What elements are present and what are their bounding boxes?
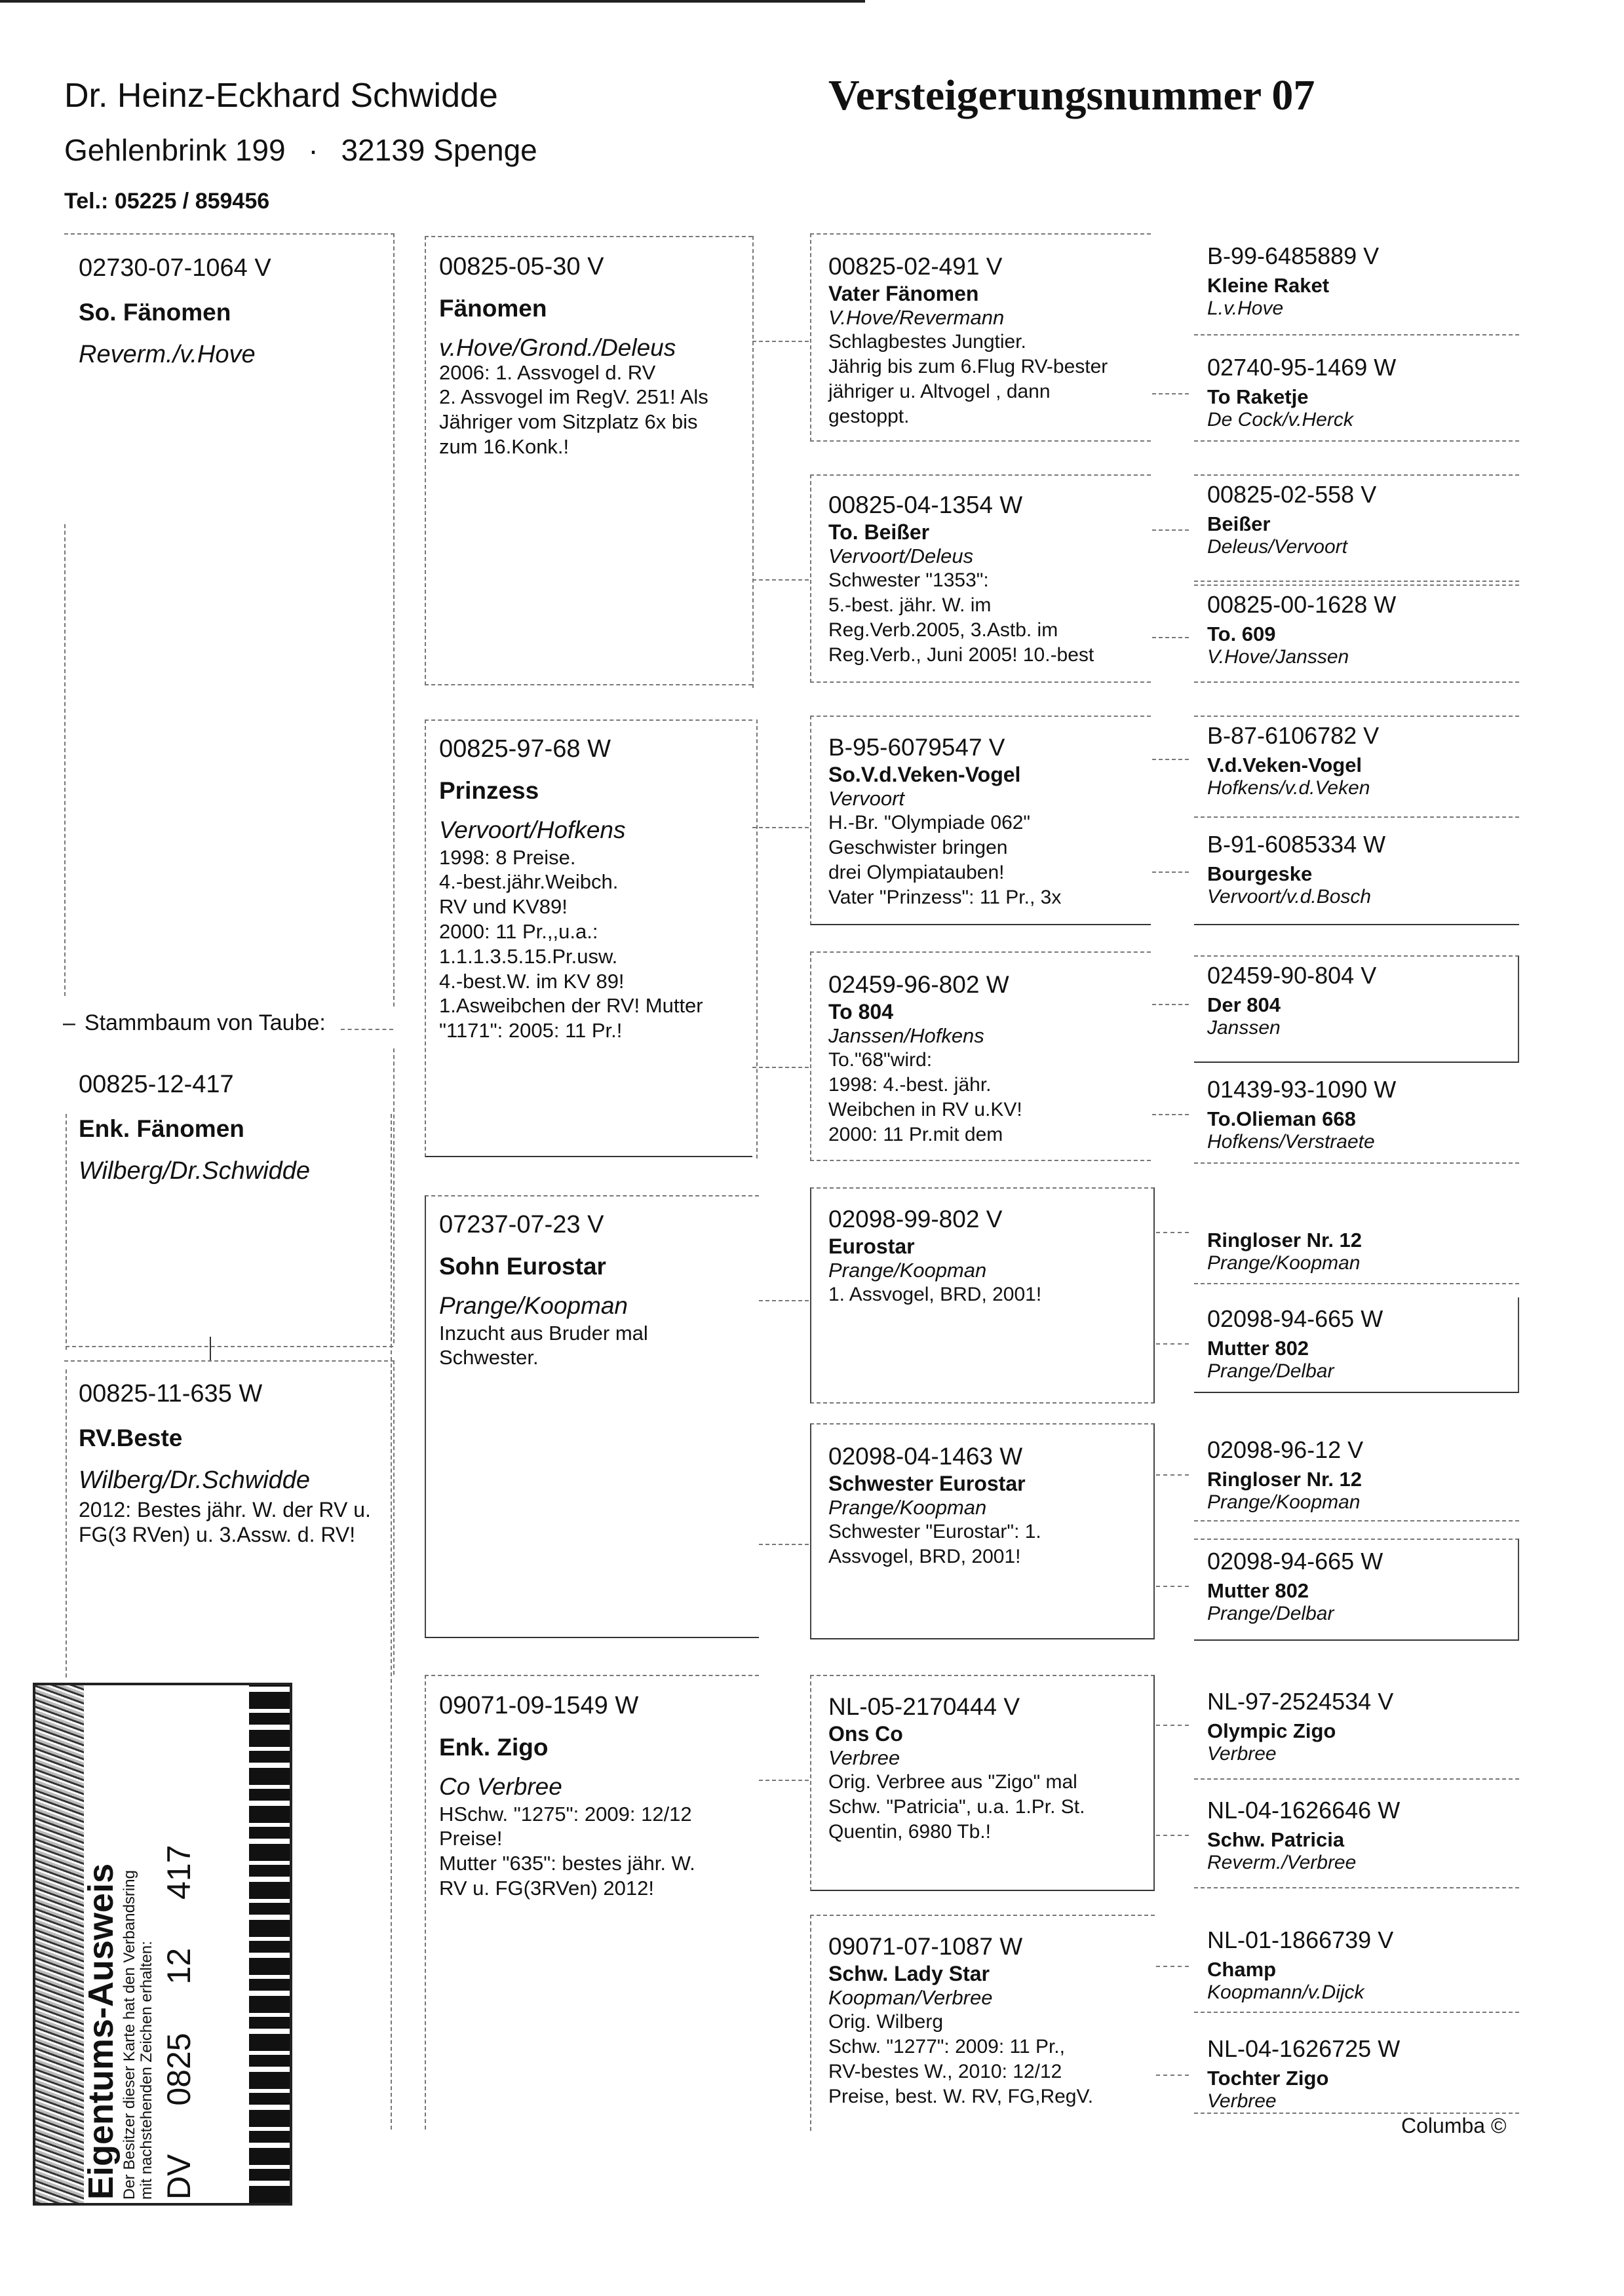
gen4-box-11 (1194, 1432, 1519, 1521)
breeder: L.v.Hove (1207, 297, 1284, 320)
connector (752, 579, 809, 581)
pigeon-info: To."68"wird: 1998: 4.-best. jähr. Weibchen in RV u.KV! 2000: 11 Pr.mit dem (828, 1048, 1022, 1145)
breeder: Wilberg/Dr.Schwidde (79, 1466, 311, 1494)
connector (1156, 2075, 1189, 2076)
ring-number: 09071-09-1549 W (439, 1692, 639, 1719)
breeder: V.Hove/Revermann (828, 306, 1005, 330)
breeder: Hofkens/v.d.Veken (1207, 777, 1370, 799)
pigeon-name: Beißer (1207, 512, 1271, 535)
gen3-box-2 (810, 474, 1151, 683)
breeder: Janssen (1207, 1017, 1281, 1039)
pigeon-info: 2012: Bestes jähr. W. der RV u. FG(3 RVen) u. 3.Assw. d. RV! (79, 1497, 371, 1546)
ring-number: B-87-6106782 V (1207, 722, 1380, 749)
connector (759, 1544, 809, 1545)
breeder: Verbree (828, 1746, 900, 1770)
connector (1152, 393, 1189, 394)
breeder: Janssen/Hofkens (828, 1024, 984, 1048)
dam-box (64, 1360, 395, 1675)
pigeon-name: Ons Co (828, 1722, 903, 1746)
ring-number: 02098-94-665 W (1207, 1305, 1383, 1332)
pigeon-info: Orig. Wilberg Schw. "1277": 2009: 11 Pr., RV-bestes W., 2010: 12/12 Preise, best. W. RV, FG,RegV. (828, 2010, 1094, 2107)
gen4-box-2 (1194, 350, 1519, 442)
breeder: Co Verbree (439, 1772, 562, 1800)
card-title: Eigentums-Ausweis (81, 1863, 121, 2200)
ring-number: 00825-00-1628 W (1207, 591, 1397, 618)
pigeon-info: HSchw. "1275": 2009: 12/12 Preise! Mutter "635": bestes jähr. W. RV u. FG(3RVen) 2012! (439, 1802, 695, 1900)
breeder: Vervoort (828, 787, 905, 811)
breeder: Hofkens/Verstraete (1207, 1131, 1375, 1153)
connector (1156, 1586, 1189, 1587)
gen2-box-4 (425, 1675, 759, 2130)
breeder: Deleus/Vervoort (1207, 536, 1347, 558)
card-number: 417 (160, 1845, 197, 1900)
ring-number: 02740-95-1469 W (1207, 354, 1397, 381)
ring-number: 00825-97-68 W (439, 735, 611, 763)
connector (752, 1067, 809, 1068)
breeder: Prange/Koopman (1207, 1252, 1361, 1274)
breeder: Reverm./v.Hove (79, 340, 256, 368)
gen4-box-6 (1194, 827, 1519, 925)
pigeon-name: Schw. Patricia (1207, 1828, 1345, 1851)
connector (759, 1300, 809, 1301)
card-club: 0825 (160, 2033, 197, 2106)
connector (1156, 1966, 1189, 1967)
ring-number: 02459-96-802 W (828, 971, 1009, 998)
gen4-box-1 (1194, 237, 1519, 335)
ring-number: 02098-96-12 V (1207, 1436, 1364, 1463)
connector (1156, 1835, 1189, 1836)
card-line-1: Der Besitzer dieser Karte hat den Verbandsring (121, 1870, 138, 2200)
subject-connector (210, 1337, 211, 1360)
connector (1152, 871, 1189, 873)
ring-number: NL-01-1866739 V (1207, 1926, 1394, 1953)
pigeon-name: Mutter 802 (1207, 1337, 1309, 1360)
gen3-box-8 (810, 1915, 1155, 2131)
pigeon-name: Prinzess (439, 776, 539, 804)
pigeon-info: Orig. Verbree aus "Zigo" mal Schw. "Patricia", u.a. 1.Pr. St. Quentin, 6980 Tb.! (828, 1770, 1085, 1843)
address-separator: · (308, 133, 319, 167)
ring-number: B-91-6085334 W (1207, 831, 1386, 858)
breeder: Vervoort/v.d.Bosch (1207, 886, 1372, 908)
connector (1152, 1114, 1189, 1115)
gen3-box-5 (810, 1187, 1155, 1404)
card-border-pattern (249, 1685, 290, 2203)
card-dv: DV (160, 2154, 197, 2200)
pigeon-name: Ringloser Nr. 12 (1207, 1468, 1363, 1491)
pigeon-name: Tochter Zigo (1207, 2067, 1329, 2090)
gen4-box-3 (1194, 474, 1519, 582)
dam-left-line (66, 1369, 67, 1677)
subject-left-line (66, 1114, 67, 1350)
ring-number: 00825-05-30 V (439, 253, 604, 280)
pigeon-name: To. 609 (1207, 622, 1276, 645)
footer-credit: Columba © (1401, 2114, 1507, 2137)
ring-number: 02098-99-802 V (828, 1206, 1003, 1233)
pigeon-name: Vater Fänomen (828, 282, 979, 306)
sire-box (64, 233, 395, 1006)
ring-number: 00825-12-417 (79, 1071, 234, 1098)
pigeon-name: Olympic Zigo (1207, 1719, 1336, 1742)
ring-number: B-95-6079547 V (828, 734, 1005, 761)
pigeon-name: Eurostar (828, 1234, 915, 1259)
gen4-box-8 (1194, 1072, 1519, 1164)
ring-number: 01439-93-1090 W (1207, 1076, 1397, 1103)
pigeon-info: Inzucht aus Bruder mal Schwester. (439, 1321, 648, 1369)
breeder: Prange/Koopman (439, 1292, 628, 1319)
pigeon-name: Enk. Fänomen (79, 1115, 244, 1142)
breeder: Verbree (1207, 2090, 1277, 2113)
subject-bottom-line (66, 1346, 393, 1347)
pigeon-name: Schw. Lady Star (828, 1962, 990, 1986)
pigeon-name: RV.Beste (79, 1424, 183, 1451)
connector (752, 827, 809, 828)
connector (1156, 1474, 1189, 1476)
gen3-box-3 (810, 716, 1151, 925)
connector (1152, 759, 1189, 760)
ring-number: 07237-07-23 V (439, 1211, 604, 1238)
breeder: Koopmann/v.Dijck (1207, 1981, 1364, 2004)
gen4-box-9 (1194, 1199, 1519, 1284)
breeder: Vervoort/Deleus (828, 545, 974, 568)
ring-number: 02730-07-1064 V (79, 254, 271, 282)
pigeon-name: Enk. Zigo (439, 1733, 549, 1761)
gen2-box-1 (425, 236, 752, 685)
connector (1152, 637, 1189, 638)
breeder: Prange/Delbar (1207, 1603, 1334, 1625)
connector (1152, 1004, 1189, 1005)
connector (1156, 1343, 1189, 1345)
breeder: Reverm./Verbree (1207, 1852, 1357, 1874)
breeder: Koopman/Verbree (828, 1986, 993, 2010)
ring-number: NL-04-1626725 W (1207, 2035, 1401, 2062)
gen4-box-13 (1194, 1684, 1519, 1780)
card-ring-number (160, 1689, 198, 2200)
ring-number: NL-04-1626646 W (1207, 1797, 1401, 1824)
pigeon-name: To Raketje (1207, 385, 1309, 408)
card-year: 12 (160, 1947, 197, 1985)
gen4-box-12 (1194, 1539, 1519, 1641)
gen4-box-7 (1194, 955, 1519, 1063)
pigeon-info: Schwester "Eurostar": 1. Assvogel, BRD, 2001! (828, 1520, 1041, 1567)
ring-number: 00825-02-558 V (1207, 481, 1377, 508)
pigeon-name: Bourgeske (1207, 862, 1313, 885)
pigeon-info: H.-Br. "Olympiade 062" Geschwister bringen drei Olympiatauben! Vater "Prinzess": 11 Pr., 3x (828, 811, 1062, 908)
connector (1156, 1232, 1189, 1233)
gen4-box-16 (1194, 2031, 1519, 2114)
card-text-rotated (81, 1689, 244, 2200)
breeder: v.Hove/Grond./Deleus (439, 334, 676, 361)
gen3-box-7 (810, 1675, 1155, 1891)
pigeon-name: Schwester Eurostar (828, 1472, 1026, 1496)
ring-number: 02098-94-665 W (1207, 1548, 1383, 1575)
gen2-box-2 (425, 719, 752, 1157)
pigeon-name: Ringloser Nr. 12 (1207, 1229, 1363, 1252)
card-line-2: mit nachstehenden Zeichen erhalten: (138, 1941, 156, 2200)
caption-line (341, 1029, 393, 1030)
connector (1152, 529, 1189, 531)
gen4-box-10 (1194, 1297, 1519, 1393)
pedigree-caption: – Stammbaum von Taube: (63, 1010, 326, 1035)
pigeon-name: Fänomen (439, 294, 547, 322)
pigeon-name: Champ (1207, 1958, 1277, 1981)
pigeon-info: Schwester "1353": 5.-best. jähr. W. im Reg.Verb.2005, 3.Astb. im Reg.Verb., Juni 2005! 10.-best (828, 569, 1094, 666)
pigeon-name: To. Beißer (828, 520, 930, 545)
pigeon-info: 1998: 8 Preise. 4.-best.jähr.Weibch. RV und KV89! 2000: 11 Pr.,,u.a.: 1.1.1.3.5.15.Pr.usw. 4.-best.W. im KV 89! 1.Asweibchen der RV! Mutter "1171": 2005: 11 Pr.! (439, 845, 703, 1043)
ownership-card (33, 1683, 292, 2206)
connector (1156, 1725, 1189, 1726)
ring-number: 00825-11-635 W (79, 1380, 263, 1407)
ring-number: 00825-04-1354 W (828, 491, 1023, 518)
ring-number: NL-97-2524534 V (1207, 1688, 1394, 1715)
pigeon-name: So. Fänomen (79, 298, 231, 326)
connector (752, 236, 754, 688)
breeder: Prange/Koopman (828, 1496, 987, 1520)
connector (756, 719, 758, 1158)
pigeon-name: Sohn Eurostar (439, 1252, 606, 1280)
gen3-box-1 (810, 233, 1151, 442)
gen3-box-6 (810, 1423, 1155, 1639)
address-city: 32139 Spenge (341, 133, 537, 167)
pigeon-name: To 804 (828, 1000, 893, 1024)
breeder: Prange/Koopman (828, 1259, 987, 1282)
pigeon-info: 2006: 1. Assvogel d. RV 2. Assvogel im RegV. 251! Als Jähriger vom Sitzplatz 6x bis zum 16.Konk.! (439, 360, 708, 458)
breeder-address (64, 132, 537, 168)
ring-number: B-99-6485889 V (1207, 242, 1380, 269)
subject-pigeon-box (64, 1048, 395, 1343)
connector (752, 341, 809, 342)
breeder-phone: Tel.: 05225 / 859456 (64, 189, 270, 214)
pigeon-name: So.V.d.Veken-Vogel (828, 763, 1021, 787)
pigeon-name: Kleine Raket (1207, 274, 1330, 297)
breeder: Prange/Delbar (1207, 1360, 1334, 1383)
gen4-box-4 (1194, 584, 1519, 683)
sire-left-line (64, 524, 66, 996)
pigeon-name: Der 804 (1207, 993, 1281, 1016)
pigeon-name: To.Olieman 668 (1207, 1107, 1356, 1130)
breeder-name: Dr. Heinz-Eckhard Schwidde (64, 77, 498, 115)
gen4-box-14 (1194, 1793, 1519, 1888)
gen2-outer-line (391, 1114, 392, 2130)
card-photo-strip (35, 1685, 84, 2203)
breeder: Prange/Koopman (1207, 1491, 1361, 1514)
breeder: Wilberg/Dr.Schwidde (79, 1157, 311, 1185)
pigeon-info: Schlagbestes Jungtier. Jährig bis zum 6.Flug RV-bester jähriger u. Altvogel , dann gestoppt. (828, 330, 1108, 427)
breeder: Vervoort/Hofkens (439, 816, 626, 843)
ring-number: 02098-04-1463 W (828, 1443, 1023, 1470)
pigeon-info: 1. Assvogel, BRD, 2001! (828, 1283, 1042, 1305)
top-rule (0, 0, 865, 3)
pigeon-name: V.d.Veken-Vogel (1207, 754, 1363, 776)
connector (759, 1780, 809, 1781)
breeder: V.Hove/Janssen (1207, 646, 1349, 668)
pigeon-name: Mutter 802 (1207, 1579, 1309, 1602)
auction-number: Versteigerungsnummer 07 (828, 71, 1315, 119)
ring-number: 09071-07-1087 W (828, 1933, 1023, 1960)
address-street: Gehlenbrink 199 (64, 133, 286, 167)
ring-number: 00825-02-491 V (828, 253, 1003, 280)
gen3-box-4 (810, 951, 1151, 1161)
ring-number: NL-05-2170444 V (828, 1693, 1020, 1720)
breeder: De Cock/v.Herck (1207, 409, 1353, 431)
breeder: Verbree (1207, 1743, 1277, 1765)
gen4-box-15 (1194, 1923, 1519, 2013)
gen2-box-3 (425, 1195, 759, 1638)
ring-number: 02459-90-804 V (1207, 962, 1377, 989)
gen4-box-5 (1194, 716, 1519, 818)
